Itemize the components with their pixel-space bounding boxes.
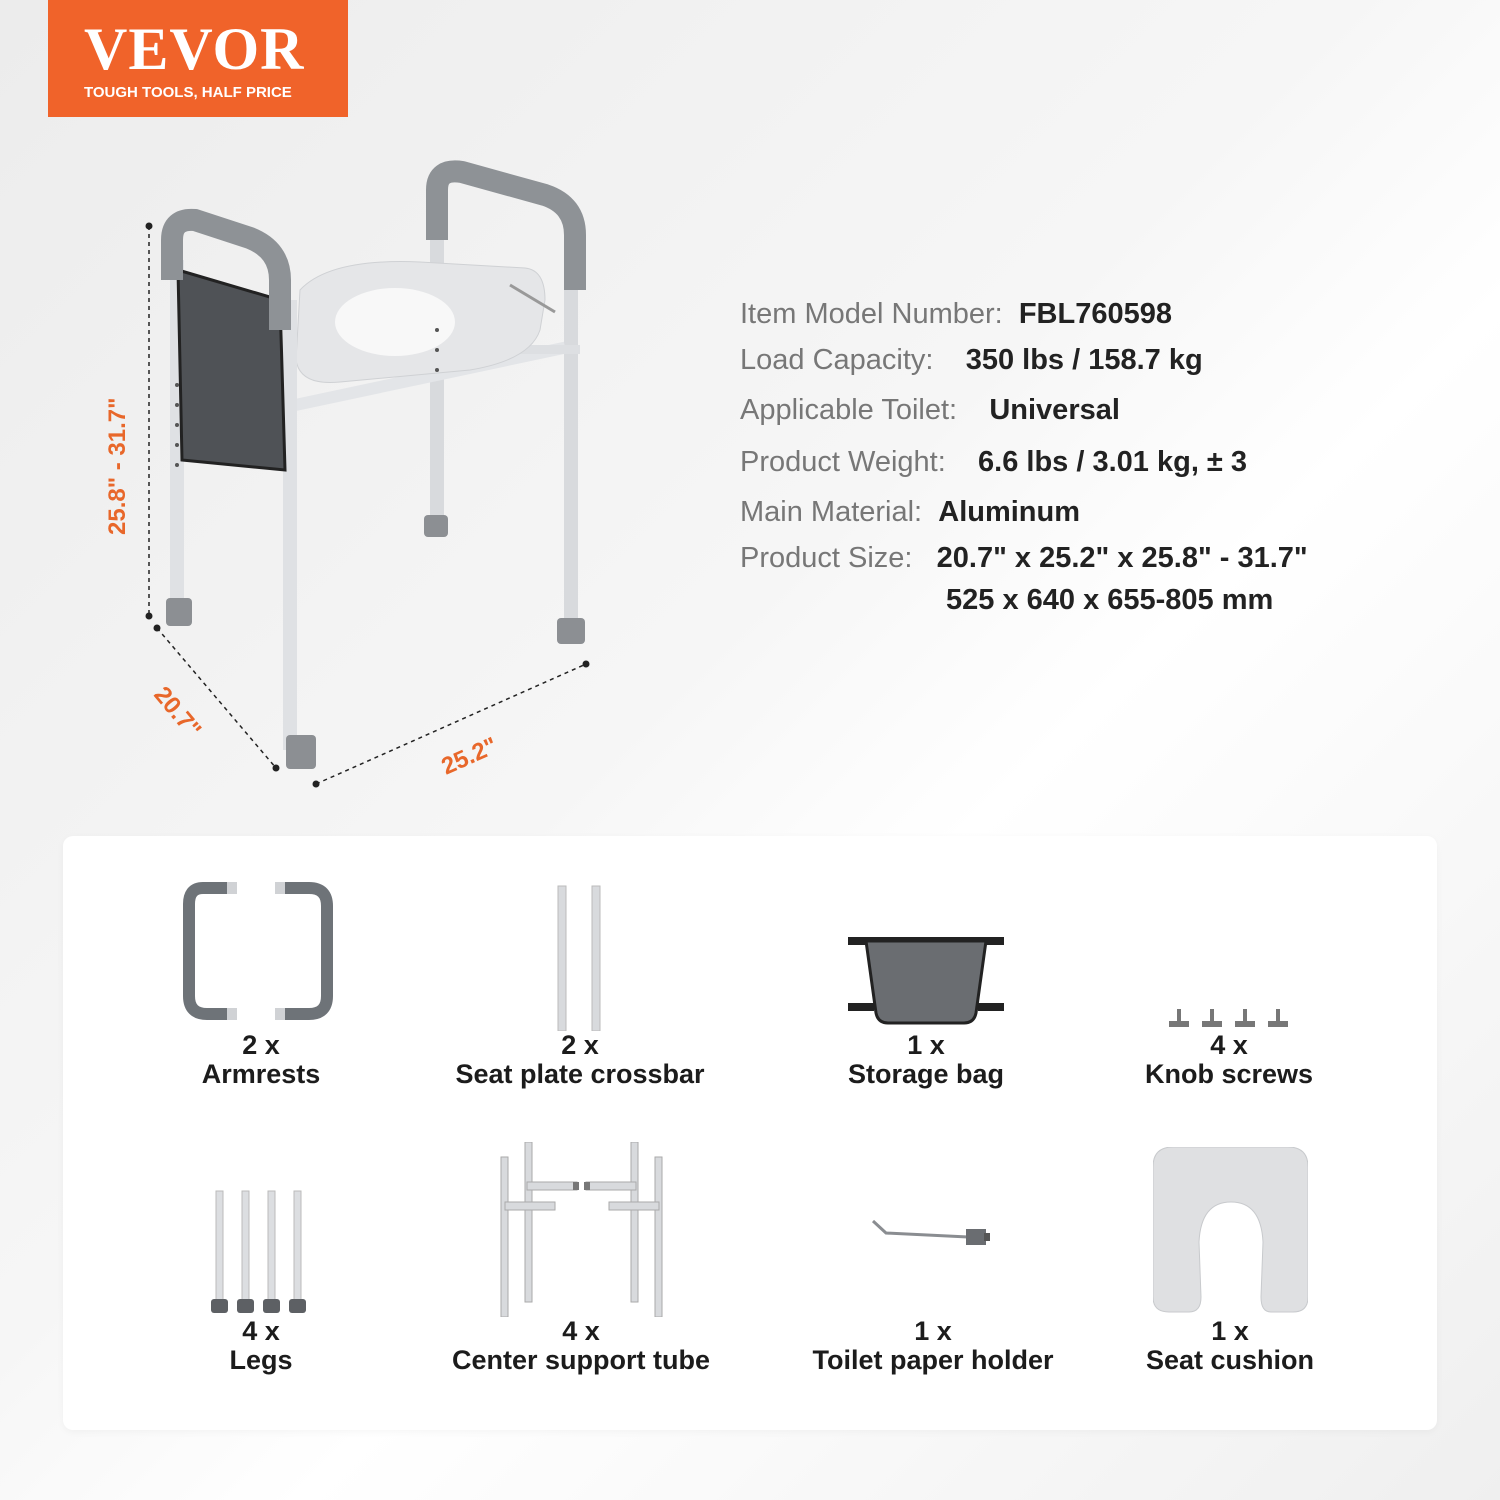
part-quantity: 4 x xyxy=(1210,1030,1248,1060)
part-legs xyxy=(96,1152,426,1375)
part-quantity: 2 x xyxy=(242,1030,280,1060)
spec-product-size: Product Size: 20.7" x 25.2" x 25.8" - 31.7" xyxy=(740,542,1308,574)
brand-tagline: TOUGH TOOLS, HALF PRICE xyxy=(84,84,292,101)
spec-applicable-toilet: Applicable Toilet: Universal xyxy=(740,394,1120,426)
width-dimension-label: 25.2" xyxy=(437,732,502,781)
knob-screws-icon xyxy=(1164,1001,1294,1031)
part-quantity: 1 x xyxy=(914,1316,952,1346)
part-quantity: 4 x xyxy=(562,1316,600,1346)
paper-holder-icon xyxy=(868,1215,998,1255)
support-tube-icon xyxy=(491,1142,671,1317)
part-storage-bag xyxy=(761,866,1091,1089)
package-contents-panel xyxy=(63,836,1437,1430)
part-seat-plate-crossbar xyxy=(415,866,745,1089)
part-name: Armrests xyxy=(201,1059,321,1089)
part-name: Seat cushion xyxy=(1145,1345,1315,1375)
brand-name: VEVOR xyxy=(84,16,305,82)
part-quantity: 4 x xyxy=(242,1316,280,1346)
spec-load-capacity: Load Capacity: 350 lbs / 158.7 kg xyxy=(740,344,1203,376)
part-knob-screws xyxy=(1064,866,1394,1089)
spec-model-number: Item Model Number: FBL760598 xyxy=(740,298,1172,330)
depth-dimension-label: 20.7" xyxy=(148,681,207,744)
spec-main-material: Main Material: Aluminum xyxy=(740,496,1081,528)
part-name: Legs xyxy=(229,1345,293,1375)
storage-bag-icon xyxy=(846,931,1006,1031)
part-name: Seat plate crossbar xyxy=(455,1059,705,1089)
part-toilet-paper-holder xyxy=(768,1152,1098,1375)
crossbar-icon xyxy=(540,876,620,1031)
part-name: Toilet paper holder xyxy=(812,1345,1054,1375)
spec-product-size-metric: 525 x 640 x 655-805 mm xyxy=(946,584,1274,616)
height-dimension-label: 25.8" - 31.7" xyxy=(104,397,131,535)
product-illustration xyxy=(60,150,700,800)
part-quantity: 2 x xyxy=(561,1030,599,1060)
part-name: Center support tube xyxy=(451,1345,710,1375)
part-quantity: 1 x xyxy=(907,1030,945,1060)
armrests-icon xyxy=(181,876,341,1031)
part-armrests xyxy=(96,866,426,1089)
legs-icon xyxy=(206,1187,316,1317)
part-center-support-tube xyxy=(416,1152,746,1375)
part-name: Knob screws xyxy=(1144,1059,1314,1089)
seat-cushion-icon xyxy=(1153,1147,1308,1317)
toilet-safety-frame-icon xyxy=(166,171,585,769)
part-name: Storage bag xyxy=(847,1059,1005,1089)
brand-logo xyxy=(48,0,348,117)
part-seat-cushion xyxy=(1065,1152,1395,1375)
spec-product-weight: Product Weight: 6.6 lbs / 3.01 kg, ± 3 xyxy=(740,446,1248,478)
part-quantity: 1 x xyxy=(1211,1316,1249,1346)
